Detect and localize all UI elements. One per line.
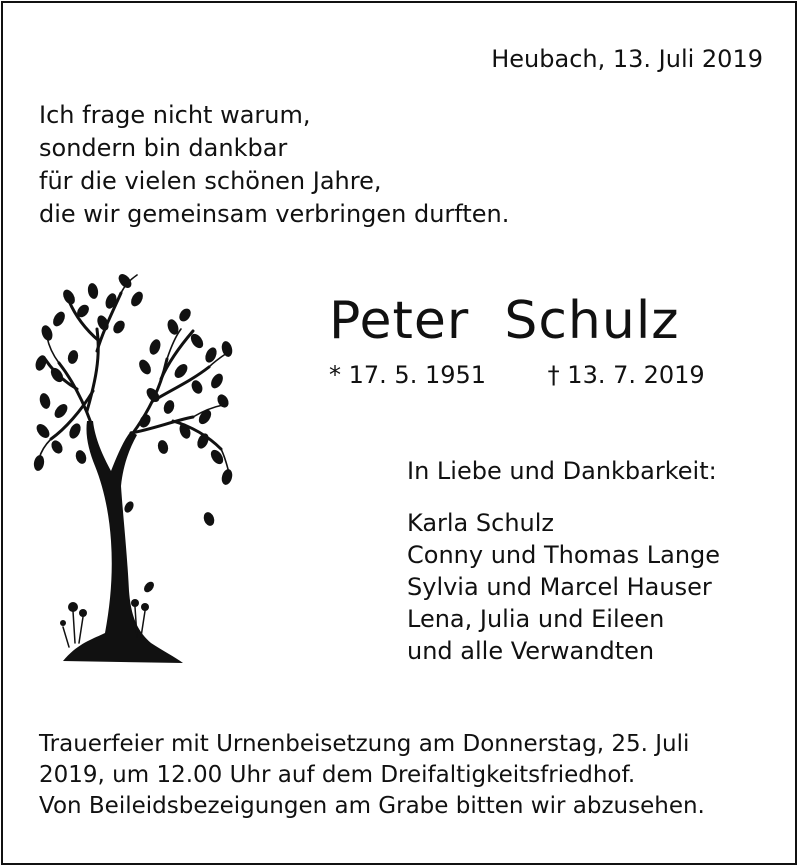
poem — [39, 99, 509, 231]
life-dates — [329, 359, 705, 391]
poem-line: für die vielen schönen Jahre, — [39, 167, 382, 195]
ceremony-line: 2019, um 12.00 Uhr auf dem Dreifaltigkeitsfriedhof. — [39, 762, 636, 788]
mourners-greeting: In Liebe und Dankbarkeit: — [407, 457, 717, 485]
ceremony-info — [39, 729, 705, 822]
mourner-line: Conny und Thomas Lange — [407, 541, 721, 569]
poem-line: sondern bin dankbar — [39, 134, 288, 162]
mourner-line: Lena, Julia und Eileen — [407, 605, 665, 633]
ceremony-line: Von Beileidsbezeigungen am Grabe bitten wir abzusehen. — [39, 793, 705, 819]
mourner-line: Karla Schulz — [407, 509, 555, 537]
tree-illustration — [33, 271, 233, 671]
mourner-line: und alle Verwandten — [407, 637, 655, 665]
mourner-line: Sylvia und Marcel Hauser — [407, 573, 712, 601]
deceased-name: Peter Schulz — [329, 291, 680, 351]
place-date: Heubach, 13. Juli 2019 — [491, 45, 763, 73]
death-date: † 13. 7. 2019 — [547, 361, 705, 389]
birth-date: * 17. 5. 1951 — [329, 361, 487, 389]
obituary-notice — [1, 1, 797, 865]
poem-line: Ich frage nicht warum, — [39, 101, 311, 129]
poem-line: die wir gemeinsam verbringen durften. — [39, 200, 510, 228]
mourners-list — [407, 507, 720, 667]
ceremony-line: Trauerfeier mit Urnenbeisetzung am Donnerstag, 25. Juli — [39, 731, 690, 757]
